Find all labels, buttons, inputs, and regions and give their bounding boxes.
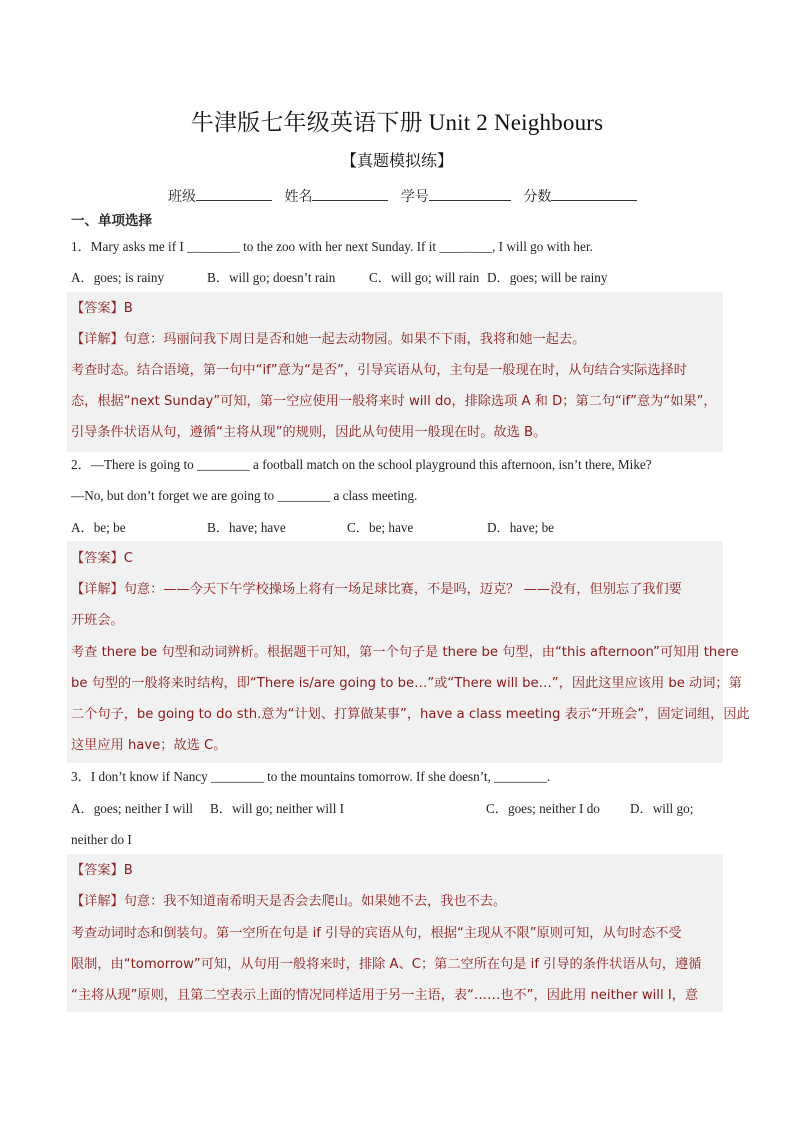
number-label: 学号 bbox=[400, 189, 429, 205]
question-2-detail-line: 开班会。 bbox=[71, 613, 124, 628]
question-2-detail-line: 二个句子，be going to do sth.意为“计划、打算做某事”，have a class meeting 表示“开班会”，固定词组，因此 bbox=[71, 707, 750, 722]
document-title: 牛津版七年级英语下册 Unit 2 Neighbours bbox=[190, 110, 604, 135]
document-subtitle: 【真题模拟练】 bbox=[340, 151, 453, 170]
section-title: 一、单项选择 bbox=[71, 213, 152, 229]
question-1-detail-line: 引导条件状语从句，遵循“主将从现”的规则，因此从句使用一般现在时。故选 B。 bbox=[71, 425, 547, 440]
question-1-options bbox=[71, 268, 723, 288]
question-1-stem: 1．Mary asks me if I ________ to the zoo with her next Sunday. If it ________, I will go with her. bbox=[71, 239, 593, 254]
name-field bbox=[284, 186, 388, 206]
question-2-detail-line: 考查 there be 句型和动词辨析。根据题干可知，第一个句子是 there be 句型，由“this afternoon”可知用 there bbox=[71, 645, 739, 660]
question-3-option-c: C．goes; neither I do bbox=[486, 801, 600, 816]
question-2-option-b: B．have; have bbox=[207, 520, 286, 535]
question-1-detail-line: 【详解】句意：玛丽问我下周日是否和她一起去动物园。如果不下雨，我将和她一起去。 bbox=[71, 332, 586, 347]
question-1-detail-line: 态，根据“next Sunday”可知，第一空应使用一般将来时 will do，排除选项 A 和 D；第二句“if”意为“如果”， bbox=[71, 394, 717, 409]
question-1-option-c: C．will go; will rain bbox=[369, 270, 480, 285]
question-2-detail-line: be 句型的一般将来时结构，即“There is/are going to be…”或“There will be…”，因此这里应该用 be 动词；第 bbox=[71, 676, 742, 691]
question-2-stem-line: —No, but don’t forget we are going to ________ a class meeting. bbox=[71, 488, 418, 503]
question-3-detail-line: 【详解】句意：我不知道南希明天是否会去爬山。如果她不去，我也不去。 bbox=[71, 894, 507, 909]
class-field bbox=[168, 186, 272, 206]
question-3-options bbox=[71, 799, 723, 819]
question-3-detail-line: 考查动词时态和倒装句。第一空所在句是 if 引导的宾语从句，根据“主现从不限”原则可知，从句时态不受 bbox=[71, 926, 682, 941]
question-3-detail-line: 限制，由“tomorrow”可知，从句用一般将来时，排除 A、C；第二空所在句是 if 引导的条件状语从句，遵循 bbox=[71, 957, 702, 972]
question-1-option-a: A．goes; is rainy bbox=[71, 270, 165, 285]
score-blank bbox=[551, 186, 637, 201]
question-1-option-b: B．will go; doesn’t rain bbox=[207, 270, 336, 285]
name-blank bbox=[312, 186, 388, 201]
question-2-detail-line: 这里应用 have；故选 C。 bbox=[71, 738, 227, 753]
class-label: 班级 bbox=[168, 189, 196, 205]
question-2-option-d: D．have; be bbox=[487, 520, 555, 535]
question-3-answer: 【答案】B bbox=[71, 863, 133, 878]
question-1-answer: 【答案】B bbox=[71, 301, 133, 316]
question-2-detail-line: 【详解】句意：——今天下午学校操场上将有一场足球比赛，不是吗，迈克？ ——没有，但别忘了我们要 bbox=[71, 582, 682, 597]
name-label: 姓名 bbox=[284, 189, 313, 205]
question-2-answer: 【答案】C bbox=[71, 551, 133, 566]
class-blank bbox=[196, 186, 272, 201]
question-1-option-d: D．goes; will be rainy bbox=[487, 270, 608, 285]
question-3-option-d-continued: neither do I bbox=[71, 832, 132, 847]
student-info-fields bbox=[168, 186, 645, 206]
question-3-option-a: A．goes; neither I will bbox=[71, 801, 193, 816]
question-3-stem: 3．I don’t know if Nancy ________ to the mountains tomorrow. If she doesn’t, ________. bbox=[71, 769, 551, 784]
question-1-detail-line: 考查时态。结合语境，第一句中“if”意为“是否”，引导宾语从句，主句是一般现在时，从句结合实际选择时 bbox=[71, 363, 687, 378]
question-3-option-b: B．will go; neither will I bbox=[210, 801, 345, 816]
question-3-option-d: D．will go; bbox=[630, 801, 694, 816]
question-2-option-c: C．be; have bbox=[347, 520, 414, 535]
score-label: 分数 bbox=[523, 189, 552, 205]
question-2-options bbox=[71, 518, 723, 538]
number-field bbox=[401, 186, 511, 206]
question-3-detail-line: “主将从现”原则，且第二空表示上面的情况同样适用于另一主语，表“……也不”，因此用 neither will I，意 bbox=[71, 988, 699, 1003]
question-2-option-a: A．be; be bbox=[71, 520, 126, 535]
question-2-stem-line: 2．—There is going to ________ a football match on the school playground this afternoon, isn’t there, Mike? bbox=[71, 457, 652, 472]
number-blank bbox=[429, 186, 511, 201]
score-field bbox=[523, 186, 637, 206]
